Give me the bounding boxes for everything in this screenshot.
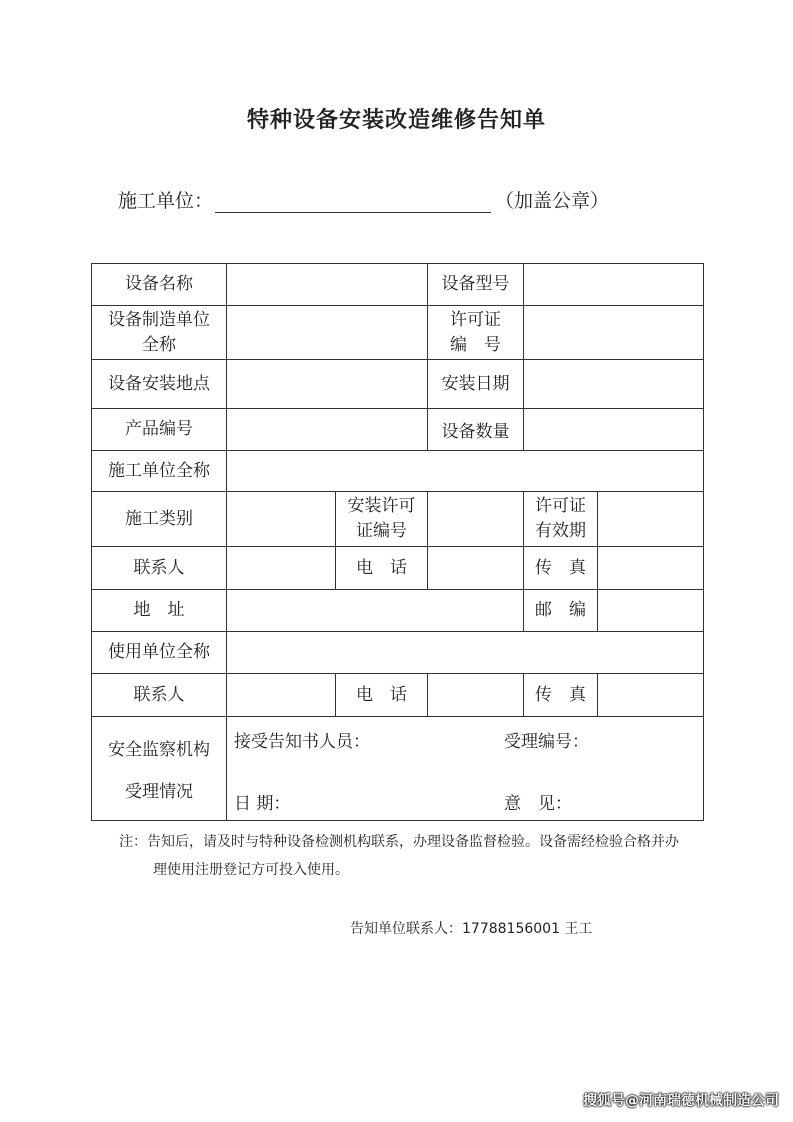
field-license-no[interactable] [523, 305, 704, 360]
field-manufacturer[interactable] [226, 305, 428, 360]
label-supervision-line2: 受理情况 [125, 782, 193, 802]
construction-unit-blank[interactable] [215, 188, 491, 213]
label-equipment-name: 设备名称 [91, 263, 227, 306]
label-construction-unit-name: 施工单位全称 [91, 450, 227, 492]
receiver-label: 接受告知书人员： [234, 732, 370, 752]
label-equipment-qty: 设备数量 [427, 408, 524, 451]
construction-unit-label: 施工单位： [118, 190, 214, 212]
field-product-no[interactable] [226, 408, 428, 451]
label-supervision [91, 716, 227, 821]
date-label: 日 期： [234, 794, 291, 814]
label-product-no: 产品编号 [91, 408, 227, 451]
field-phone2[interactable] [427, 673, 524, 717]
field-equipment-name[interactable] [226, 263, 428, 306]
form-title: 特种设备安装改造维修告知单 [246, 108, 546, 133]
field-phone[interactable] [427, 546, 524, 590]
label-license-no [427, 305, 524, 360]
label-contact: 联系人 [91, 546, 227, 590]
field-contact2[interactable] [226, 673, 336, 717]
label-user-unit-name: 使用单位全称 [91, 631, 227, 674]
supervision-body [226, 716, 704, 821]
label-manufacturer-line1: 设备制造单位 [108, 309, 210, 330]
field-equipment-model[interactable] [523, 263, 704, 306]
notification-table [91, 263, 704, 821]
field-install-date[interactable] [523, 359, 704, 409]
label-phone2: 电 话 [335, 673, 428, 717]
field-postcode[interactable] [597, 589, 704, 632]
field-equipment-qty[interactable] [523, 408, 704, 451]
label-equipment-model: 设备型号 [427, 263, 524, 306]
field-contact[interactable] [226, 546, 336, 590]
field-fax2[interactable] [597, 673, 704, 717]
field-install-license[interactable] [427, 491, 524, 547]
opinion-label: 意 见： [504, 794, 572, 814]
label-supervision-line1: 安全监察机构 [108, 740, 210, 760]
label-install-license [335, 491, 428, 547]
note-line2: 理使用注册登记方可投入使用。 [153, 862, 349, 878]
label-license-no-line1: 许可证 [450, 309, 501, 330]
field-fax[interactable] [597, 546, 704, 590]
label-install-license-line1: 安装许可 [347, 496, 416, 516]
label-phone: 电 话 [335, 546, 428, 590]
watermark: 搜狐号@河南瑞德机械制造公司 [583, 1093, 779, 1109]
label-license-valid [523, 491, 598, 547]
label-license-valid-line2: 有效期 [535, 521, 586, 541]
label-fax: 传 真 [523, 546, 598, 590]
label-fax2: 传 真 [523, 673, 598, 717]
acceptance-no-label: 受理编号： [504, 732, 589, 752]
label-address: 地 址 [91, 589, 227, 632]
field-user-unit-name[interactable] [226, 631, 704, 674]
label-license-no-line2: 编 号 [450, 334, 501, 355]
label-license-valid-line1: 许可证 [535, 496, 586, 516]
field-address[interactable] [226, 589, 524, 632]
note-line1: 注：告知后，请及时与特种设备检测机构联系，办理设备监督检验。设备需经检验合格并办 [119, 834, 679, 850]
construction-unit-line [118, 186, 609, 213]
notifier-contact: 告知单位联系人：17788156001 王工 [350, 921, 593, 937]
label-install-location: 设备安装地点 [91, 359, 227, 409]
label-manufacturer [91, 305, 227, 360]
label-contact2: 联系人 [91, 673, 227, 717]
label-manufacturer-line2: 全称 [142, 334, 176, 355]
seal-note: （加盖公章） [495, 190, 610, 212]
label-construction-type: 施工类别 [91, 491, 227, 547]
field-construction-type[interactable] [226, 491, 336, 547]
field-install-location[interactable] [226, 359, 428, 409]
label-install-date: 安装日期 [427, 359, 524, 409]
label-postcode: 邮 编 [523, 589, 598, 632]
field-license-valid[interactable] [597, 491, 704, 547]
field-construction-unit-name[interactable] [226, 450, 704, 492]
label-install-license-line2: 证编号 [356, 521, 407, 541]
